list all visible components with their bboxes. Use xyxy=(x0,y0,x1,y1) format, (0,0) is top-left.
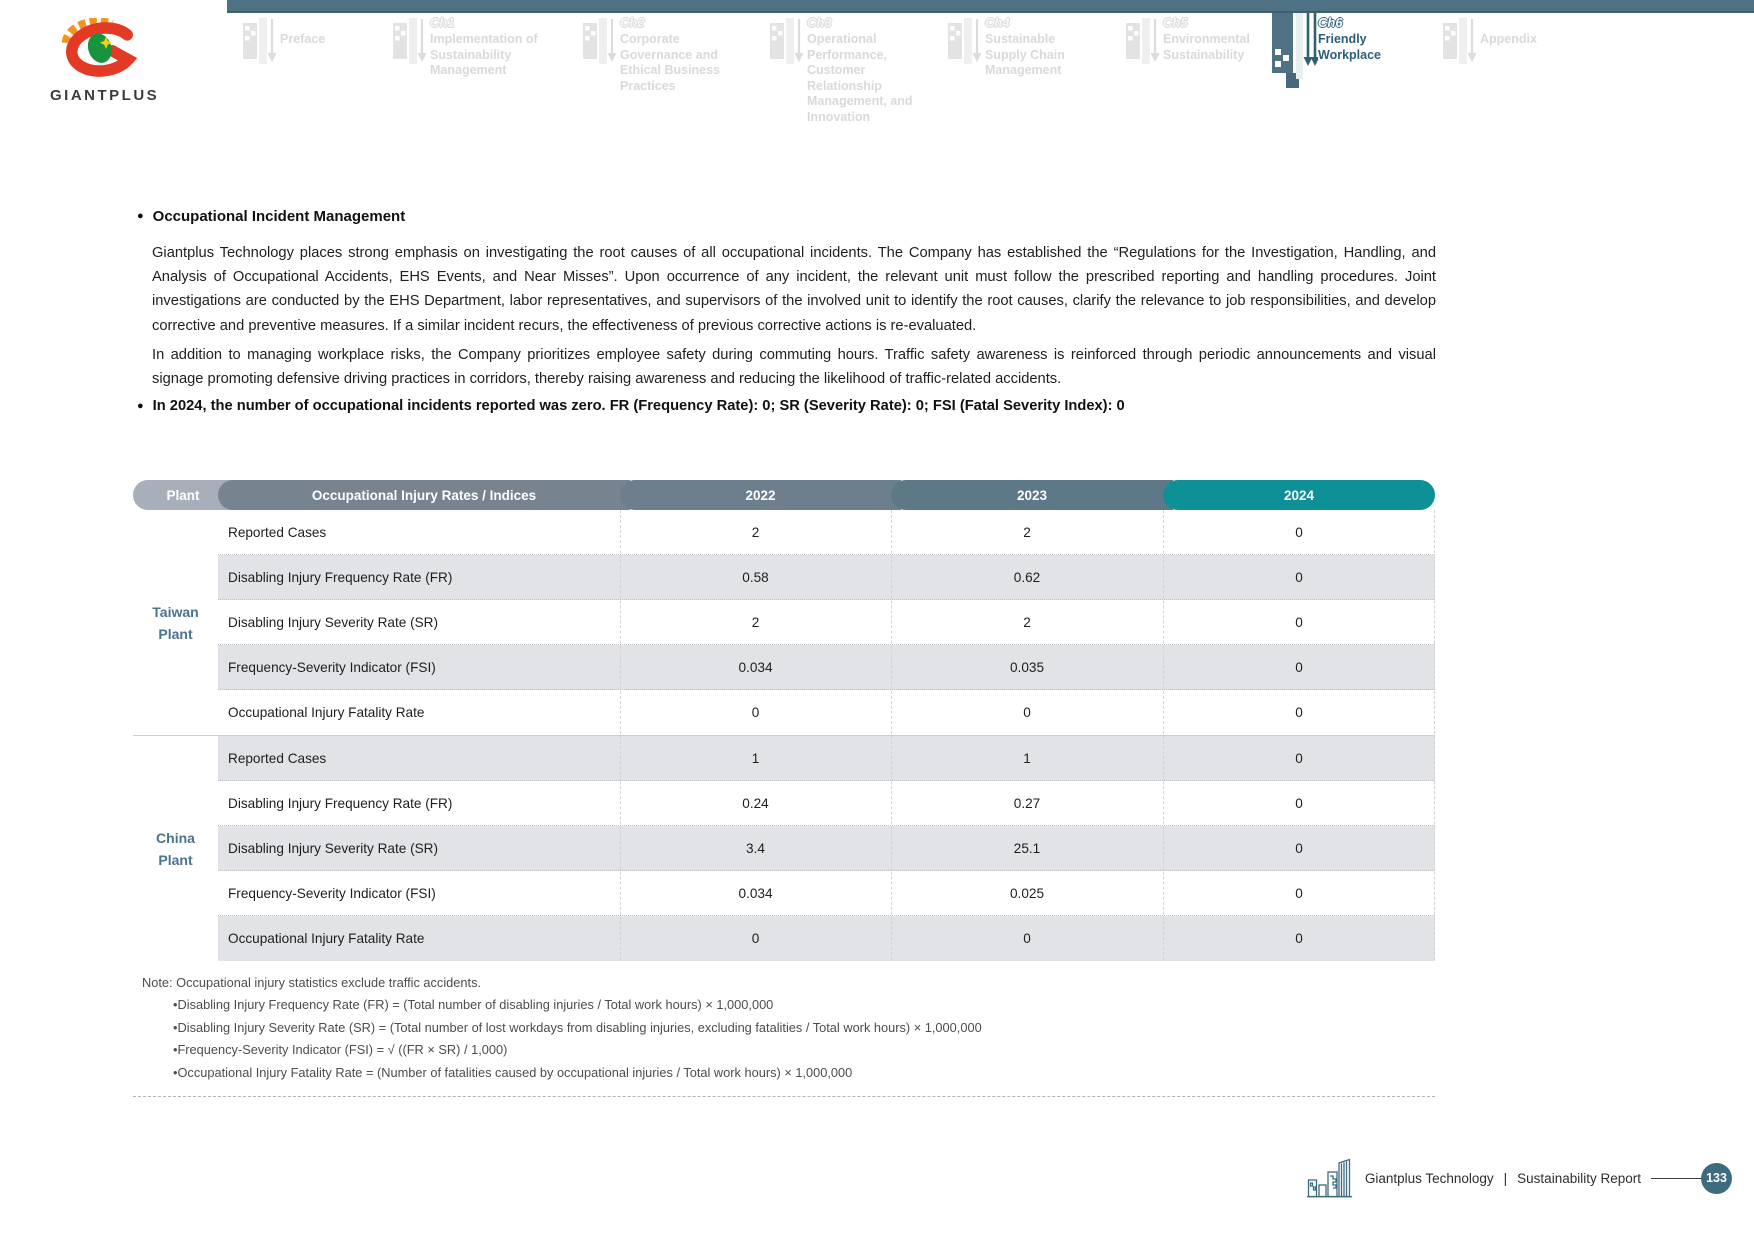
col-header-label: Occupational Injury Rates / Indices xyxy=(311,487,537,503)
column-divider xyxy=(891,510,892,960)
row-label: Occupational Injury Fatality Rate xyxy=(228,705,425,720)
chapter-title: Corporate Governance and Ethical Business Practices xyxy=(620,32,721,93)
value-2024: 0 xyxy=(1295,705,1303,720)
table-row xyxy=(218,555,1435,600)
col-header-label: 2022 xyxy=(745,487,776,503)
table-body xyxy=(133,510,1435,961)
value-2024: 0 xyxy=(1295,885,1303,901)
chapter-title: Preface xyxy=(280,32,326,46)
value-2022: 0.034 xyxy=(738,659,773,675)
chapter-title: Sustainable Supply Chain Management xyxy=(985,32,1065,77)
section-title: Occupational Incident Management xyxy=(152,208,406,225)
value-2024: 0 xyxy=(1295,524,1303,540)
value-2022: 0.034 xyxy=(738,885,773,901)
logo-wordmark: GIANTPLUS xyxy=(50,87,160,104)
col-header-2023 xyxy=(891,480,1173,510)
note-item: •Disabling Injury Frequency Rate (FR) = (Total number of disabling injuries / Total work hours) × 1,000,000 xyxy=(173,997,774,1013)
paragraph-commuting-safety: In addition to managing workplace risks, the Company prioritizes employee safety during commuting hours. Traffic safety awareness is reinforced through periodic announcements and visual signage promoting defensive driving practices in corridors, thereby raising awareness and reducing the likelihood of traffic-related accidents. xyxy=(152,347,1436,388)
value-2022: 0 xyxy=(751,705,760,720)
chapter-building-icon xyxy=(583,17,617,80)
giantplus-logo-icon xyxy=(53,18,143,80)
col-header-label: Plant xyxy=(166,487,200,503)
value-2023: 0.025 xyxy=(1009,885,1045,901)
row-label: Reported Cases xyxy=(228,524,327,540)
row-label: Disabling Injury Severity Rate (SR) xyxy=(228,614,439,630)
chapter-number xyxy=(1480,15,1560,32)
chapter-building-icon xyxy=(948,17,982,80)
top-nav-bar xyxy=(227,0,1754,13)
skyline-icon xyxy=(1307,1158,1357,1198)
row-label: Disabling Injury Frequency Rate (FR) xyxy=(228,795,453,811)
value-2023: 1 xyxy=(1023,750,1031,766)
highlight-text: In 2024, the number of occupational incidents reported was zero. FR (Frequency Rate): 0; SR (Severity Rate): 0; FSI (Fatal Severity Index): 0 xyxy=(152,398,1125,414)
row-label: Frequency-Severity Indicator (FSI) xyxy=(228,885,436,901)
col-header-label: 2023 xyxy=(1016,487,1048,503)
chapter-number: Ch4 xyxy=(985,15,1010,30)
footer-text xyxy=(1365,1171,1641,1186)
footer-rule xyxy=(1651,1178,1701,1179)
value-2024: 0 xyxy=(1295,840,1303,856)
value-2022: 1 xyxy=(751,750,760,766)
table-row xyxy=(218,781,1435,826)
footer-company: Giantplus Technology xyxy=(1364,1170,1494,1186)
chapter-number: Ch3 xyxy=(807,15,832,30)
table-row xyxy=(218,916,1435,961)
table-row xyxy=(218,600,1435,645)
nav-item-corporate-governance-and-ethical-business-practices[interactable] xyxy=(620,15,732,94)
bullet-icon: ● xyxy=(137,210,144,222)
value-2024: 0 xyxy=(1295,931,1303,946)
value-2023: 0.27 xyxy=(1013,795,1041,811)
note-intro: Note: Occupational injury statistics exclude traffic accidents. xyxy=(142,975,482,990)
note-item: •Disabling Injury Severity Rate (SR) = (Total number of lost workdays from disabling injuries, excluding fatalities / Total work hours) × 1,000,000 xyxy=(173,1019,982,1035)
table-row xyxy=(218,690,1435,735)
chapter-number xyxy=(280,15,360,32)
footer-divider: | xyxy=(1503,1170,1508,1186)
nav-item-operational-performance-customer-relationship-management-and-innovation[interactable] xyxy=(807,15,927,125)
row-label: Reported Cases xyxy=(228,750,327,766)
col-header-2022 xyxy=(620,480,901,510)
chapter-building-icon xyxy=(243,17,277,80)
col-header-indices xyxy=(218,480,630,510)
value-2023: 0.62 xyxy=(1013,569,1041,585)
chapter-number: Ch6 xyxy=(1318,15,1343,30)
chapter-building-icon xyxy=(1443,17,1477,80)
chapter-building-icon xyxy=(770,17,804,80)
value-2022: 0.24 xyxy=(742,795,769,811)
chapter-building-icon-active xyxy=(1272,13,1318,96)
value-2022: 3.4 xyxy=(746,840,765,856)
value-2023: 2 xyxy=(1023,524,1031,540)
footer-report: Sustainability Report xyxy=(1517,1170,1641,1186)
chapter-title: Appendix xyxy=(1480,32,1537,46)
row-label: Frequency-Severity Indicator (FSI) xyxy=(228,659,436,675)
bullet-icon: ● xyxy=(137,400,144,412)
value-2024: 0 xyxy=(1295,750,1303,766)
table-row xyxy=(218,645,1435,690)
value-2022: 0.58 xyxy=(742,569,769,585)
note-items xyxy=(142,994,1435,1084)
paragraph-incident-management: Giantplus Technology places strong emphasis on investigating the root causes of all occupational incidents. The Company has established the “Regulations for the Investigation, Handling, and Analysis of Occupational Accidents, EHS Events, and Near Misses”. Upon occurrence of any incident, the relevant unit must follow the prescribed reporting and handling procedures. Joint investigations are conducted by the EHS Department, labor representatives, and supervisors of the involved unit to identify the root causes, clarify the relevance to job responsibilities, and develop corrective and preventive measures. If a similar incident recurs, the effectiveness of previous corrective actions is re-evaluated. xyxy=(152,245,1436,334)
value-2022: 0 xyxy=(751,931,760,946)
nav-item-friendly-workplace[interactable] xyxy=(1318,15,1408,63)
page-number-badge: 133 xyxy=(1701,1163,1732,1194)
table-row xyxy=(218,736,1435,781)
section-heading xyxy=(137,208,405,225)
chapter-title: Operational Performance, Customer Relationship Management, and Innovation xyxy=(807,32,913,124)
value-2023: 2 xyxy=(1023,614,1031,630)
page-footer xyxy=(1307,1155,1732,1201)
row-label: Occupational Injury Fatality Rate xyxy=(228,931,425,946)
value-2024: 0 xyxy=(1295,569,1303,585)
table-section-taiwan-plant xyxy=(133,510,1435,735)
row-label: Disabling Injury Severity Rate (SR) xyxy=(228,840,439,856)
note-item: •Frequency-Severity Indicator (FSI) = √ ((FR × SR) / 1,000) xyxy=(173,1042,508,1058)
col-header-label: 2024 xyxy=(1283,487,1315,503)
row-label: Disabling Injury Frequency Rate (FR) xyxy=(228,569,453,585)
chapter-building-icon xyxy=(393,17,427,80)
value-2023: 0 xyxy=(1023,931,1031,946)
plant-name: Taiwan Plant xyxy=(152,603,199,642)
highlight-heading xyxy=(137,398,1436,414)
nav-item-sustainable-supply-chain-management[interactable] xyxy=(985,15,1085,79)
nav-item-preface[interactable] xyxy=(280,15,360,48)
injury-statistics-table xyxy=(133,480,1435,960)
column-divider xyxy=(1163,510,1164,960)
note-item: •Occupational Injury Fatality Rate = (Number of fatalities caused by occupational injuries / Total work hours) × 1,000,000 xyxy=(173,1064,853,1080)
table-row xyxy=(218,826,1435,871)
value-2024: 0 xyxy=(1295,795,1303,811)
value-2024: 0 xyxy=(1295,659,1303,675)
table-section-china-plant xyxy=(133,735,1435,961)
nav-item-implementation-of-sustainability-management[interactable] xyxy=(430,15,542,79)
giantplus-logo xyxy=(50,18,160,104)
nav-item-environmental-sustainability[interactable] xyxy=(1163,15,1268,63)
chapter-title: Friendly Workplace xyxy=(1318,32,1381,62)
chapter-title: Environmental Sustainability xyxy=(1163,32,1250,62)
chapter-building-icon xyxy=(1126,17,1160,80)
column-divider xyxy=(1434,510,1435,960)
table-row xyxy=(218,871,1435,916)
col-header-2024 xyxy=(1163,480,1435,510)
value-2022: 2 xyxy=(751,524,760,540)
nav-item-appendix[interactable] xyxy=(1480,15,1560,48)
value-2024: 0 xyxy=(1295,614,1303,630)
value-2023: 0.035 xyxy=(1009,659,1045,675)
chapter-title: Implementation of Sustainability Management xyxy=(430,32,538,77)
value-2023: 25.1 xyxy=(1013,840,1041,856)
chapter-number: Ch1 xyxy=(430,15,455,30)
plant-name: China Plant xyxy=(156,829,195,868)
table-notes xyxy=(133,970,1435,1097)
value-2022: 2 xyxy=(751,614,760,630)
column-divider xyxy=(620,510,621,960)
value-2023: 0 xyxy=(1023,705,1031,720)
chapter-number: Ch5 xyxy=(1163,15,1188,30)
chapter-number: Ch2 xyxy=(620,15,645,30)
table-row xyxy=(218,510,1435,555)
